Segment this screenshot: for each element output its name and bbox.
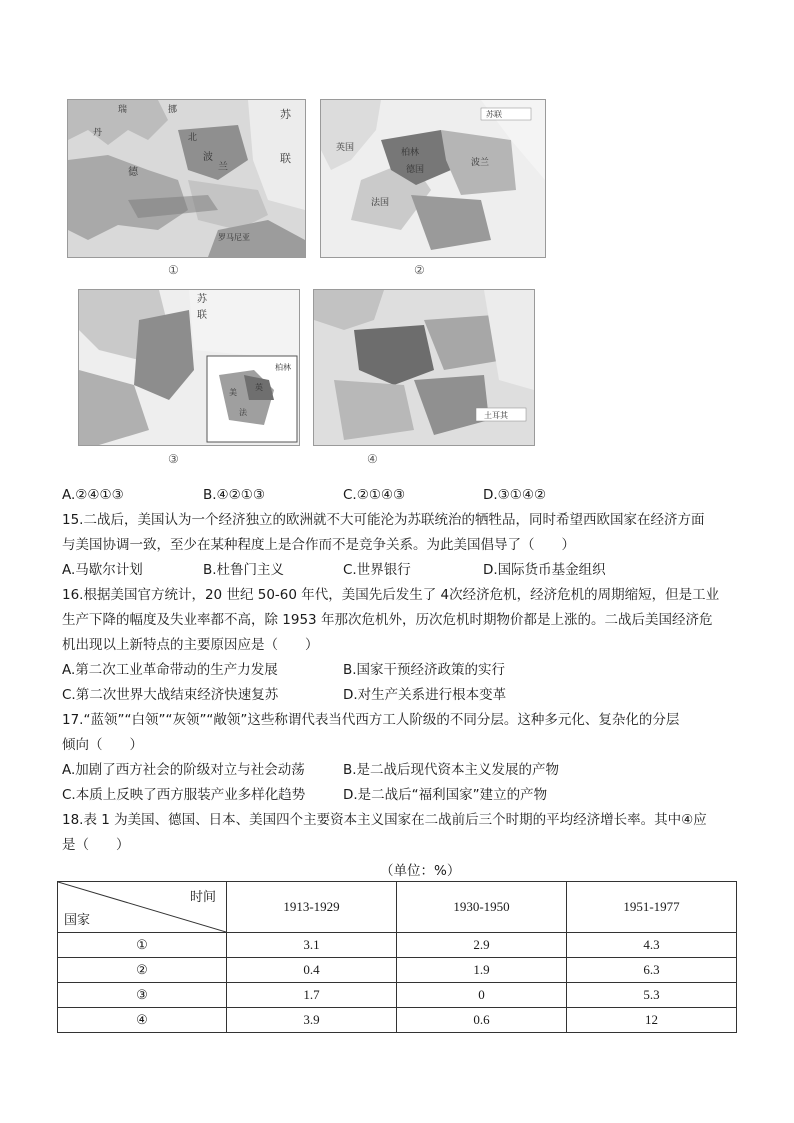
map-2-text-germany: 德国 <box>406 165 425 175</box>
growth-rate-table <box>57 881 737 1033</box>
table-cell: 2.9 <box>397 933 567 958</box>
q18-stem-line-1: 18.表 1 为美国、德国、日本、美国四个主要资本主义国家在二战前后三个时期的平均经济增长率。其中④应 <box>62 812 707 828</box>
map-1-label: ① <box>168 263 179 277</box>
map-3-text-fr: 法 <box>239 408 247 417</box>
map-2-text-poland: 波兰 <box>471 158 490 168</box>
q14-option-c[interactable]: C.②①④③ <box>343 487 406 503</box>
map-4-label: ④ <box>367 452 378 466</box>
column-header: 1951-1977 <box>567 882 737 933</box>
table-corner-cell <box>58 882 227 933</box>
map-1-text-su: 苏 <box>280 108 291 121</box>
q15-option-d[interactable]: D.国际货币基金组织 <box>483 562 606 578</box>
row-label: ④ <box>58 1008 227 1033</box>
q16-option-b[interactable]: B.国家干预经济政策的实行 <box>343 662 506 678</box>
table-cell: 3.9 <box>227 1008 397 1033</box>
table-row <box>58 958 737 983</box>
table-cell: 12 <box>567 1008 737 1033</box>
table-cell: 0 <box>397 983 567 1008</box>
q17-option-c[interactable]: C.本质上反映了西方服装产业多样化趋势 <box>62 787 306 803</box>
map-3 <box>78 289 300 446</box>
q16-stem-line-1: 16.根据美国官方统计，20 世纪 50-60 年代，美国先后发生了 4次经济危机，经济危机的周期缩短，但是工业 <box>62 587 720 603</box>
table-cell: 0.4 <box>227 958 397 983</box>
map-1-text-nuo: 挪 <box>168 105 178 115</box>
column-header: 1930-1950 <box>397 882 567 933</box>
table-cell: 6.3 <box>567 958 737 983</box>
map-2-text-berlin: 柏林 <box>401 148 420 158</box>
map-4 <box>313 289 535 446</box>
q16-stem-line-3: 机出现以上新特点的主要原因应是（ ） <box>62 637 319 653</box>
q18-stem-line-2: 是（ ） <box>62 837 130 853</box>
q15-stem-line-1: 15.二战后，美国认为一个经济独立的欧洲就不大可能沦为苏联统治的牺牲品，同时希望西欧国家在经济方面 <box>62 512 705 528</box>
map-1-text-lan: 兰 <box>218 162 228 173</box>
column-header: 1913-1929 <box>227 882 397 933</box>
q15-option-c[interactable]: C.世界银行 <box>343 562 411 578</box>
map-1-text-rui: 瑞 <box>118 105 128 115</box>
q17-option-d[interactable]: D.是二战后“福利国家”建立的产物 <box>343 787 548 803</box>
map-1 <box>67 99 306 258</box>
q15-option-a[interactable]: A.马歇尔计划 <box>62 562 143 578</box>
q15-option-b[interactable]: B.杜鲁门主义 <box>203 562 285 578</box>
table-cell: 3.1 <box>227 933 397 958</box>
map-1-text-de: 德 <box>128 167 138 178</box>
map-3-label: ③ <box>168 452 179 466</box>
row-label: ② <box>58 958 227 983</box>
q15-stem-line-2: 与美国协调一致，至少在某种程度上是合作而不是竞争关系。为此美国倡导了（ ） <box>62 537 575 553</box>
map-3-text-uk: 英 <box>255 383 263 392</box>
table-cell: 5.3 <box>567 983 737 1008</box>
map-2 <box>320 99 546 258</box>
table-cell: 1.9 <box>397 958 567 983</box>
map-2-label: ② <box>414 263 425 277</box>
map-1-text-dan: 丹 <box>93 128 103 138</box>
map-3-text-su: 苏 <box>197 294 207 305</box>
corner-label-country: 国家 <box>64 913 91 928</box>
q17-option-b[interactable]: B.是二战后现代资本主义发展的产物 <box>343 762 560 778</box>
q17-stem-line-2: 倾向（ ） <box>62 737 143 753</box>
map-3-text-berlin: 柏林 <box>275 363 291 372</box>
q16-stem-line-2: 生产下降的幅度及失业率都不高，除 1953 年那次危机外，历次危机时期物价都是上涨的。二战后美国经济危 <box>62 612 713 628</box>
table-row <box>58 983 737 1008</box>
row-label: ③ <box>58 983 227 1008</box>
q17-option-a[interactable]: A.加剧了西方社会的阶级对立与社会动荡 <box>62 762 305 778</box>
map-2-text-uk: 英国 <box>336 143 355 153</box>
q14-option-b[interactable]: B.④②①③ <box>203 487 265 503</box>
q14-option-a[interactable]: A.②④①③ <box>62 487 124 503</box>
table-row <box>58 1008 737 1033</box>
table-cell: 0.6 <box>397 1008 567 1033</box>
q16-option-c[interactable]: C.第二次世界大战结束经济快速复苏 <box>62 687 279 703</box>
table-cell: 1.7 <box>227 983 397 1008</box>
table-cell: 4.3 <box>567 933 737 958</box>
q16-option-d[interactable]: D.对生产关系进行根本变革 <box>343 687 507 703</box>
map-3-text-us: 美 <box>229 388 237 397</box>
map-1-text-bei: 北 <box>188 133 198 143</box>
map-1-text-romania: 罗马尼亚 <box>218 233 250 242</box>
q14-option-d[interactable]: D.③①④② <box>483 487 547 503</box>
table-header-row <box>58 882 737 933</box>
corner-label-time: 时间 <box>189 890 216 905</box>
map-1-text-lian: 联 <box>280 152 291 165</box>
map-2-text-france: 法国 <box>371 198 390 208</box>
map-3-text-lian: 联 <box>197 310 207 321</box>
q16-option-a[interactable]: A.第二次工业革命带动的生产力发展 <box>62 662 278 678</box>
q17-stem-line-1: 17.“蓝领”“白领”“灰领”“敞领”这些称谓代表当代西方工人阶级的不同分层。这种多元化、复杂化的分层 <box>62 712 680 728</box>
table-unit-caption: （单位：%） <box>380 863 461 879</box>
table-row <box>58 933 737 958</box>
map-4-text-turkey: 土耳其 <box>484 411 508 420</box>
map-2-text-ussr: 苏联 <box>486 110 502 119</box>
map-1-text-bo: 波 <box>203 152 213 163</box>
row-label: ① <box>58 933 227 958</box>
